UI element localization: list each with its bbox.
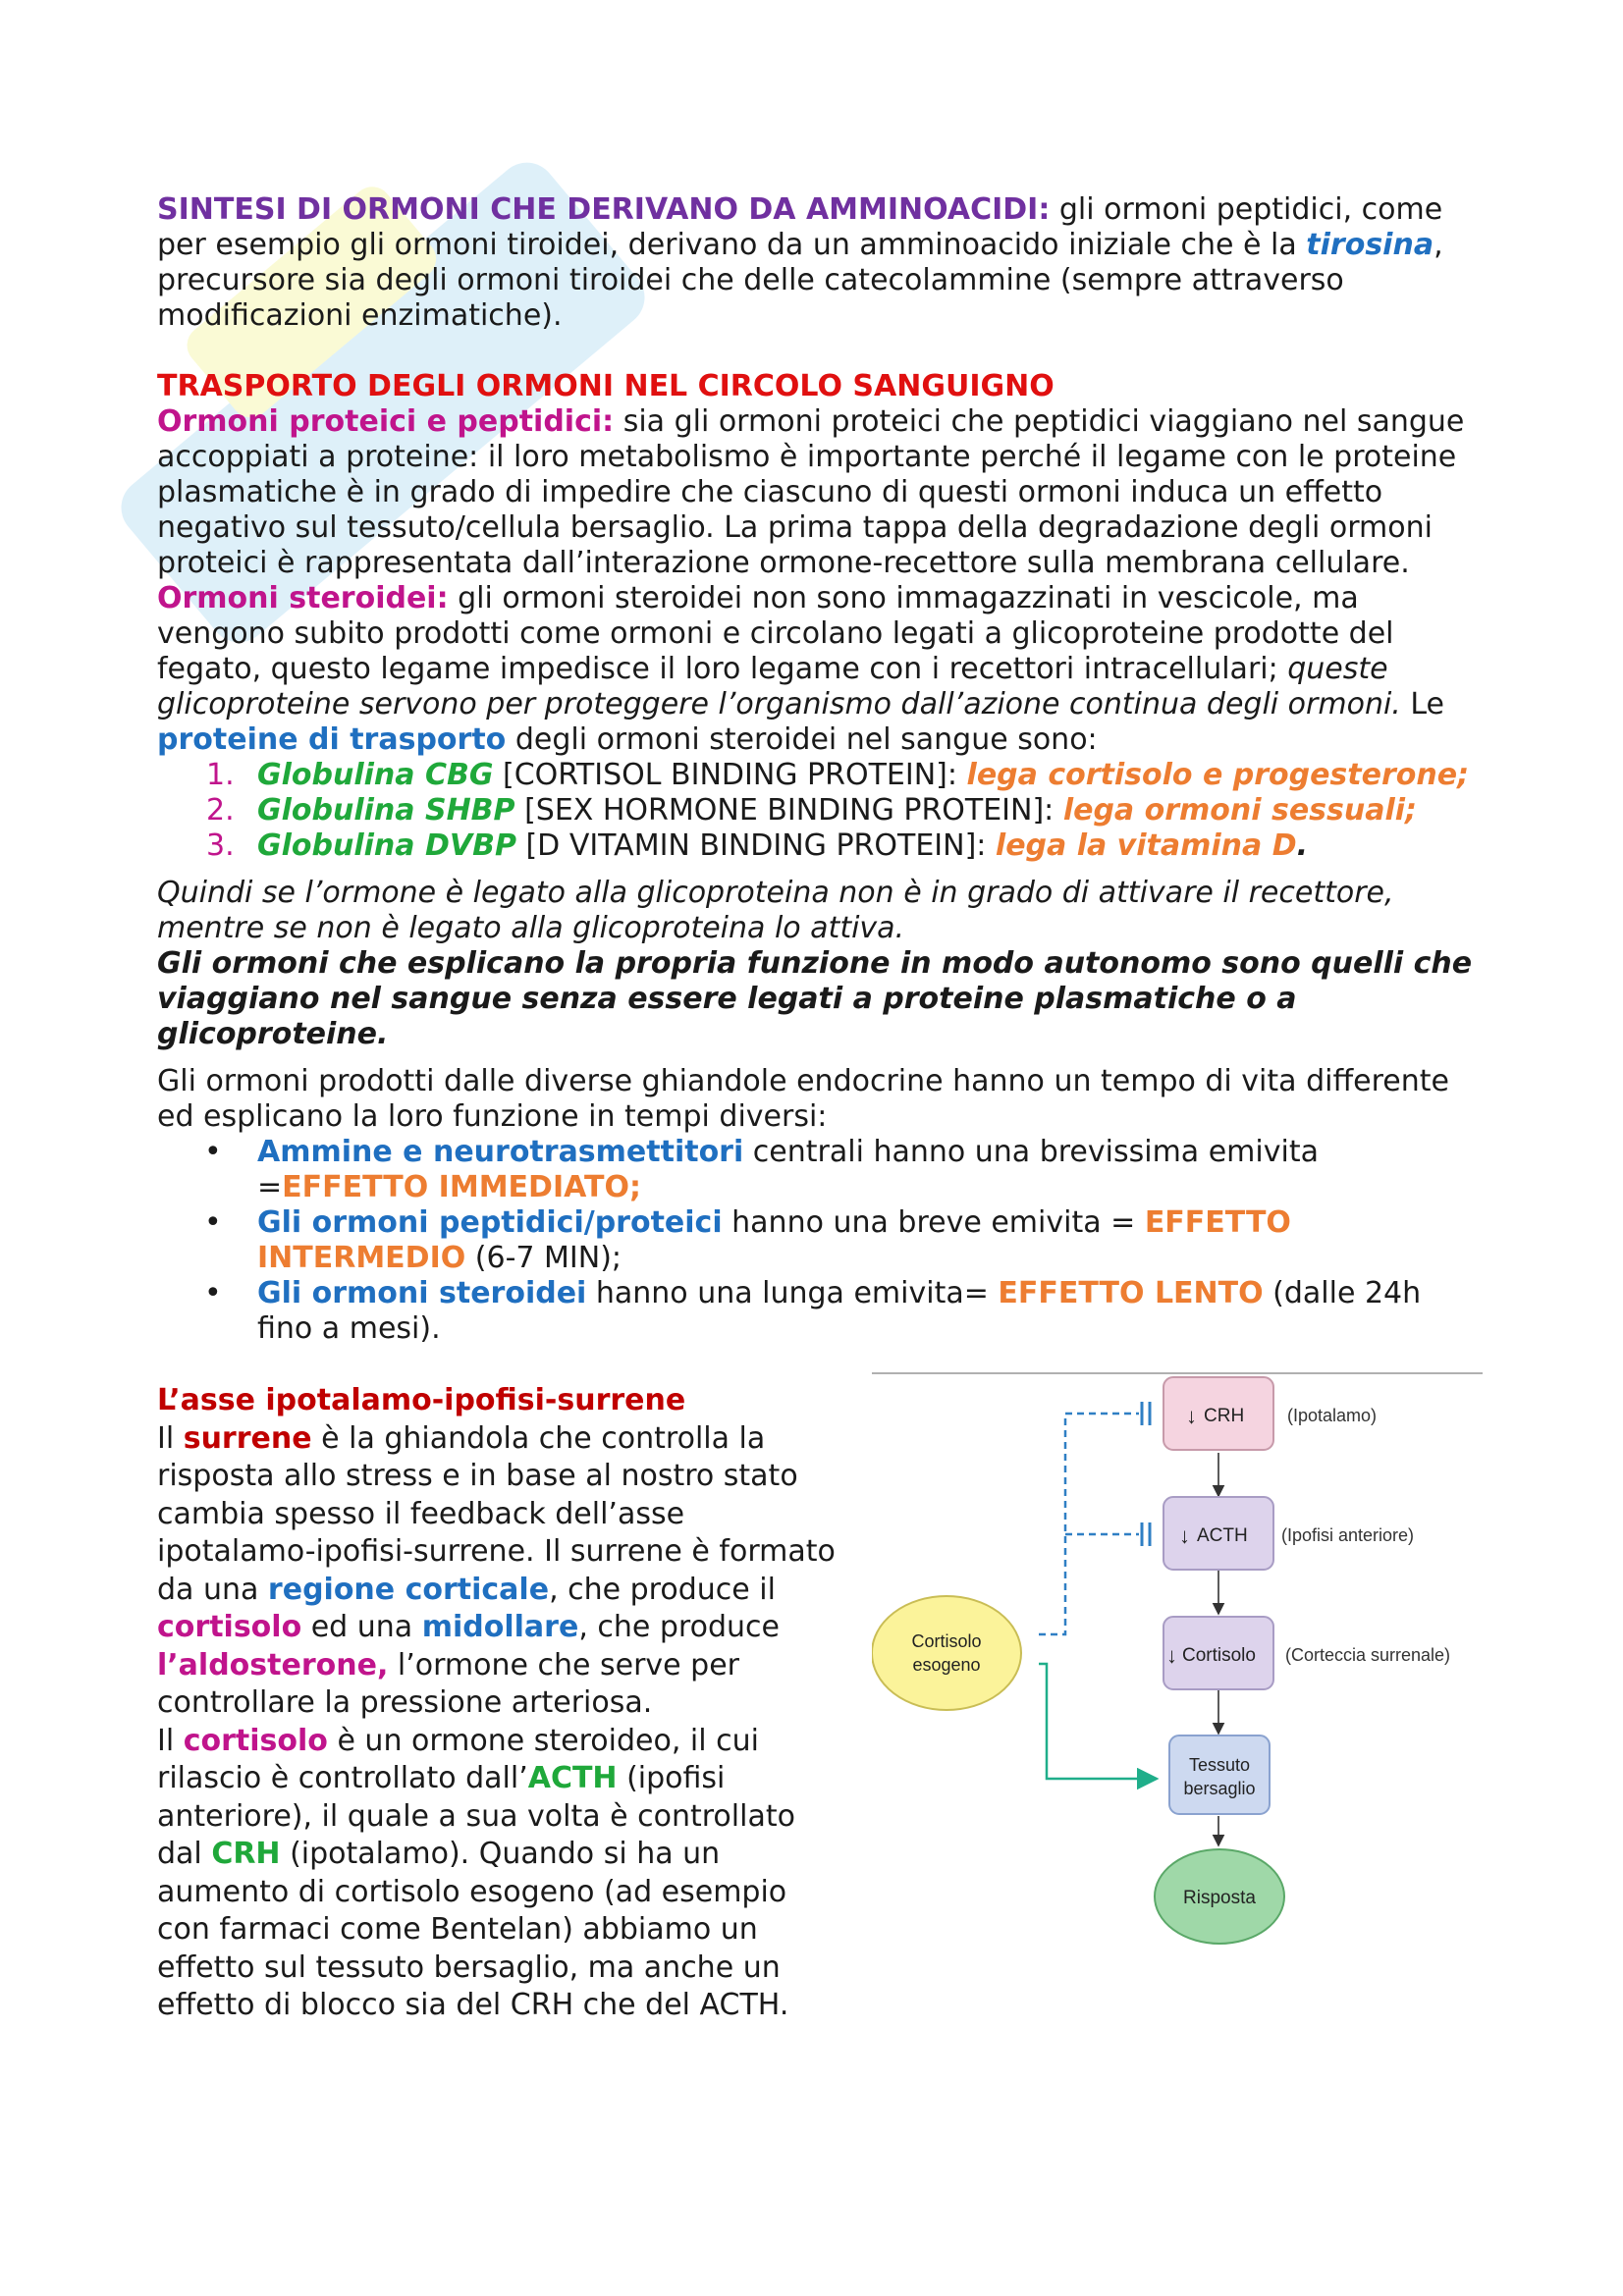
crh-node bbox=[1163, 1377, 1377, 1450]
svg-text:bersaglio: bersaglio bbox=[1183, 1779, 1256, 1798]
svg-text:CRH: CRH bbox=[1204, 1406, 1245, 1426]
paragraph-sintesi: SINTESI DI ORMONI CHE DERIVANO DA AMMINOACIDI: gli ormoni peptidici, come per esempio gli ormoni tiroidei, derivano da un amminoacido iniziale che è la tirosina, precursore sia degli ormoni tiroidei che delle catecolammine (sempre attraverso modificazioni enzimatiche). bbox=[157, 192, 1443, 333]
cortisolo-esogeno-node bbox=[872, 1596, 1021, 1710]
svg-text:Cortisolo: Cortisolo bbox=[911, 1631, 982, 1651]
paragraph-bold-statement: Gli ormoni che esplicano la propria funzione in modo autonomo sono quelli che viaggiano nel sangue senza essere legati a proteine plasmatiche o a glicoproteine. bbox=[157, 946, 1473, 1051]
stimulus-line bbox=[1039, 1664, 1157, 1779]
down-arrow-icon: ↓ bbox=[1166, 1643, 1177, 1668]
paragraph-proteici: Ormoni proteici e peptidici: sia gli ormoni proteici che peptidici viaggiano nel sangue accoppiati a proteine: il loro metabolismo è importante perché il legame con le proteine plasmatiche è in grado di impedire che ciascuno di questi ormoni induca un effetto negativo sul tessuto/cellula bersaglio. La prima tappa della degradazione degli ormoni proteici è rappresentata dall’interazione ormone-recettore sulla membrana cellulare. bbox=[157, 404, 1465, 580]
svg-text:esogeno: esogeno bbox=[912, 1655, 981, 1675]
negative-feedback-lines bbox=[1039, 1414, 1139, 1634]
svg-text:(Ipofisi anteriore): (Ipofisi anteriore) bbox=[1281, 1525, 1415, 1545]
svg-text:(Ipotalamo): (Ipotalamo) bbox=[1287, 1406, 1378, 1425]
svg-text:(Corteccia surrenale): (Corteccia surrenale) bbox=[1285, 1645, 1451, 1665]
acth-node bbox=[1163, 1497, 1414, 1570]
list-item: • Gli ormoni steroidei hanno una lunga emivita= EFFETTO LENTO (dalle 24h fino a mesi). bbox=[204, 1276, 1422, 1346]
label-proteici: Ormoni proteici e peptidici: bbox=[157, 404, 615, 439]
down-arrow-icon: ↓ bbox=[1179, 1523, 1190, 1548]
list-item: 2. Globulina SHBP [SEX HORMONE BINDING PROTEIN]: lega ormoni sessuali; bbox=[206, 793, 1418, 828]
svg-text:ACTH: ACTH bbox=[1197, 1525, 1248, 1546]
document-page bbox=[157, 192, 1483, 2025]
paragraph-steroidei: Ormoni steroidei: gli ormoni steroidei non sono immagazzinati in vescicole, ma vengono subito prodotti come ormoni e circolano legati a glicoproteine prodotte del fegato, questo legame impedisce il loro legame con i recettori intracellulari; queste glicoproteine servono per proteggere l’organismo dall’azione continua degli ormoni. Le proteine di trasporto degli ormoni steroidei nel sangue sono: bbox=[157, 581, 1445, 757]
hpa-axis-diagram bbox=[872, 1372, 1483, 1946]
cortisolo-node bbox=[1163, 1617, 1450, 1689]
paragraph-surrene: Il surrene è la ghiandola che controlla la risposta allo stress e in base al nostro stato cambia spesso il feedback dell’asse ipotalamo-ipofisi-surrene. Il surrene è formato da una regione corticale, che produce il cortisolo ed una midollare, che produce l’aldosterone, l’ormone che serve per controllare la pressione arteriosa. bbox=[157, 1420, 836, 1720]
inhibition-bars bbox=[1142, 1402, 1150, 1546]
label-steroidei: Ormoni steroidei: bbox=[157, 581, 449, 615]
paragraph-tempo-vita: Gli ormoni prodotti dalle diverse ghiandole endocrine hanno un tempo di vita differente ed esplicano la loro funzione in tempi diversi: bbox=[157, 1064, 1449, 1134]
paragraph-quindi: Quindi se l’ormone è legato alla glicoproteina non è in grado di attivare il recettore, mentre se non è legato alla glicoproteina lo attiva. bbox=[157, 876, 1394, 945]
list-item: 1. Globulina CBG [CORTISOL BINDING PROTEIN]: lega cortisolo e progesterone; bbox=[206, 758, 1470, 792]
heading-asse: L’asse ipotalamo-ipofisi-surrene bbox=[157, 1383, 686, 1417]
svg-text:Risposta: Risposta bbox=[1183, 1888, 1256, 1908]
down-arrow-icon: ↓ bbox=[1186, 1404, 1197, 1428]
section-asse bbox=[157, 1382, 1483, 2025]
asse-text-column bbox=[157, 1382, 844, 2025]
svg-text:Tessuto: Tessuto bbox=[1188, 1755, 1251, 1775]
emivita-list bbox=[157, 1135, 1483, 1347]
heading-trasporto: TRASPORTO DEGLI ORMONI NEL CIRCOLO SANGUIGNO bbox=[157, 369, 1055, 403]
heading-sintesi: SINTESI DI ORMONI CHE DERIVANO DA AMMINOACIDI: bbox=[157, 192, 1051, 227]
list-item: • Ammine e neurotrasmettitori centrali hanno una brevissima emivita =EFFETTO IMMEDIATO; bbox=[204, 1135, 1319, 1204]
term-tirosina: tirosina bbox=[1306, 228, 1434, 262]
svg-text:Cortisolo: Cortisolo bbox=[1182, 1645, 1256, 1666]
globuline-list bbox=[157, 758, 1483, 864]
paragraph-cortisolo: Il cortisolo è un ormone steroideo, il cui rilascio è controllato dall’ACTH (ipofisi anteriore), il quale a sua volta è controllato dal CRH (ipotalamo). Quando si ha un aumento di cortisolo esogeno (ad esempio con farmaci come Bentelan) abbiamo un effetto sul tessuto bersaglio, ma anche un effetto di blocco sia del CRH che del ACTH. bbox=[157, 1723, 795, 2022]
list-item: • Gli ormoni peptidici/proteici hanno una breve emivita = EFFETTO INTERMEDIO (6-7 MIN); bbox=[204, 1205, 1291, 1275]
label-proteine-trasporto: proteine di trasporto bbox=[157, 722, 507, 757]
list-item: 3. Globulina DVBP [D VITAMIN BINDING PROTEIN]: lega la vitamina D. bbox=[206, 828, 1309, 863]
tessuto-node bbox=[1169, 1735, 1270, 1814]
risposta-node bbox=[1155, 1849, 1284, 1944]
